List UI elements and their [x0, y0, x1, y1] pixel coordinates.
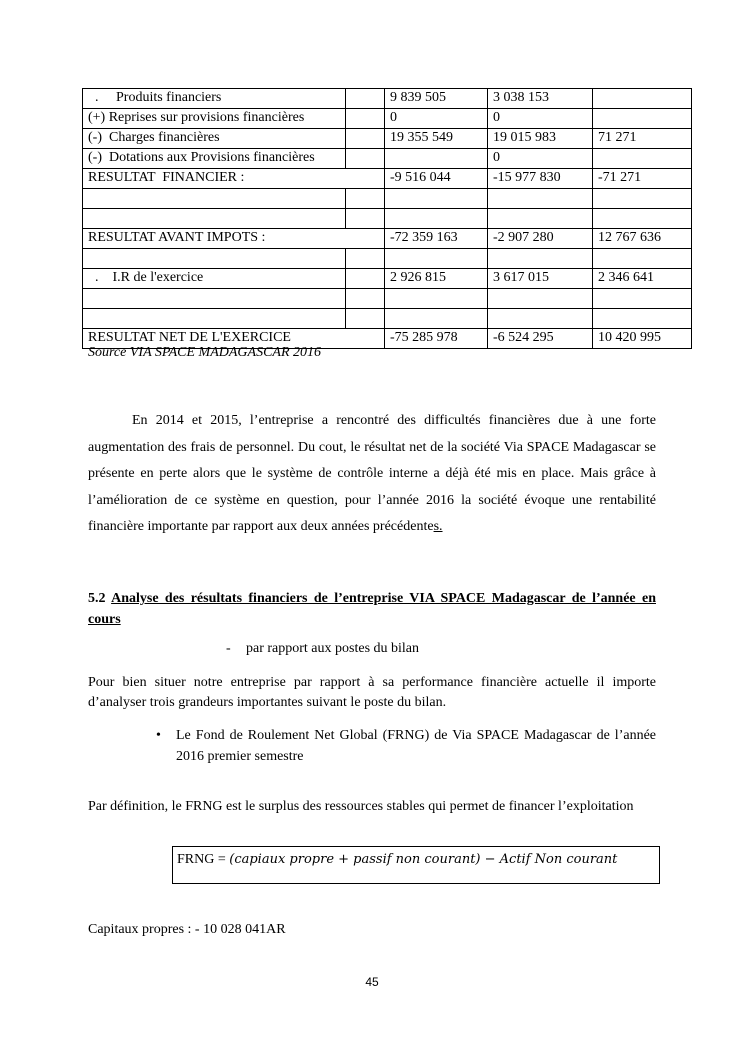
table-row	[83, 209, 692, 229]
section-heading-5-2	[88, 588, 656, 630]
table-cell-value	[346, 289, 385, 309]
frng-formula	[177, 852, 617, 868]
table-cell-value	[593, 89, 692, 109]
table-cell-value: 0	[488, 149, 593, 169]
bullet-item-frng	[156, 725, 656, 767]
table-cell-value	[593, 209, 692, 229]
table-cell-value	[385, 149, 488, 169]
table-row	[83, 109, 692, 129]
paragraph-performance: Pour bien situer notre entreprise par rapport à sa performance financière actuelle il importe d’analyser trois grandeurs importantes suivant le poste du bilan.	[88, 675, 656, 710]
dash-marker: -	[226, 641, 231, 656]
table-row	[83, 269, 692, 289]
table-cell-label	[83, 289, 346, 309]
table-cell-label: (+) Reprises sur provisions financières	[83, 109, 346, 129]
table-source-caption: Source VIA SPACE MADAGASCAR 2016	[88, 345, 322, 360]
table-cell-value: 71 271	[593, 129, 692, 149]
table-cell-value	[346, 109, 385, 129]
table-cell-value	[488, 189, 593, 209]
formula-rhs: (capiaux propre + passif non courant) − Actif Non courant	[229, 852, 618, 867]
table-row	[83, 89, 692, 109]
table-cell-label	[83, 209, 346, 229]
dash-list-item	[226, 641, 419, 657]
table-cell-value: 0	[488, 109, 593, 129]
financial-results-table	[82, 88, 692, 349]
paragraph-difficulties-text: En 2014 et 2015, l’entreprise a rencontré des difficultés financières due à une forte augmentation des frais de personnel. Du cout, le résultat net de la société Via SPACE Madagascar se présente en perte alors que le système de contrôle interne a déjà été mis en place. Mais grâce à l’amélioration de ce système en question, pour l’année 2016 la société évoque une rentabilité financière importante par rapport aux deux années précédente	[88, 413, 656, 534]
formula-lhs: FRNG =	[177, 852, 230, 867]
table-cell-label: RESULTAT FINANCIER :	[83, 169, 385, 189]
table-row	[83, 309, 692, 329]
table-cell-value	[593, 109, 692, 129]
table-cell-label	[83, 189, 346, 209]
table-cell-value	[593, 289, 692, 309]
section-number: 5.2	[88, 591, 112, 606]
table-cell-value: 19 015 983	[488, 129, 593, 149]
table-cell-label: . I.R de l'exercice	[83, 269, 346, 289]
table-cell-value: -2 907 280	[488, 229, 593, 249]
table-cell-value	[385, 289, 488, 309]
table-cell-value	[346, 269, 385, 289]
table-cell-label: RESULTAT NET DE L'EXERCICE	[83, 329, 385, 349]
table-cell-value	[346, 249, 385, 269]
table-cell-label: RESULTAT AVANT IMPOTS :	[83, 229, 385, 249]
table-cell-label: (-) Charges financières	[83, 129, 346, 149]
table-cell-value: 0	[385, 109, 488, 129]
table-cell-value	[346, 89, 385, 109]
table-cell-value: 2 926 815	[385, 269, 488, 289]
section-title: Analyse des résultats financiers de l’entreprise VIA SPACE Madagascar de l’année en cours	[88, 591, 656, 627]
table-row	[83, 249, 692, 269]
table-row	[83, 189, 692, 209]
table-cell-value: -71 271	[593, 169, 692, 189]
table-cell-value: 19 355 549	[385, 129, 488, 149]
table-cell-value	[346, 149, 385, 169]
table-cell-label	[83, 309, 346, 329]
table-cell-value	[385, 309, 488, 329]
paragraph-difficulties-tail: s.	[433, 519, 443, 534]
page-number: 45	[365, 975, 379, 989]
paragraph-difficulties	[88, 408, 656, 541]
table-row	[83, 289, 692, 309]
table-cell-value	[488, 309, 593, 329]
table-cell-value	[346, 129, 385, 149]
table-cell-value: 12 767 636	[593, 229, 692, 249]
table-cell-value: -15 977 830	[488, 169, 593, 189]
table-cell-value	[593, 249, 692, 269]
table-cell-value	[385, 189, 488, 209]
table-row	[83, 149, 692, 169]
formula-box	[172, 846, 660, 884]
table-cell-label	[83, 249, 346, 269]
table-cell-value: -6 524 295	[488, 329, 593, 349]
bullet-icon: •	[156, 728, 161, 743]
table-cell-value: -75 285 978	[385, 329, 488, 349]
table-cell-value	[346, 189, 385, 209]
table-cell-value	[385, 209, 488, 229]
table-cell-value	[385, 249, 488, 269]
table-cell-value	[346, 209, 385, 229]
table-cell-value	[488, 249, 593, 269]
table-row	[83, 129, 692, 149]
financial-results-table-body	[83, 89, 692, 349]
table-cell-value: 10 420 995	[593, 329, 692, 349]
table-cell-value: 3 617 015	[488, 269, 593, 289]
paragraph-definition: Par définition, le FRNG est le surplus des ressources stables qui permet de financer l’exploitation	[88, 799, 634, 814]
table-cell-value: 3 038 153	[488, 89, 593, 109]
table-cell-value: 9 839 505	[385, 89, 488, 109]
table-cell-label: (-) Dotations aux Provisions financières	[83, 149, 346, 169]
table-cell-value: -9 516 044	[385, 169, 488, 189]
table-cell-value: -72 359 163	[385, 229, 488, 249]
table-cell-value	[488, 289, 593, 309]
table-cell-value	[593, 189, 692, 209]
table-cell-value: 2 346 641	[593, 269, 692, 289]
table-row	[83, 169, 692, 189]
table-cell-value	[488, 209, 593, 229]
table-cell-label: . Produits financiers	[83, 89, 346, 109]
table-row	[83, 229, 692, 249]
table-cell-value	[593, 149, 692, 169]
dash-list-item-text: par rapport aux postes du bilan	[246, 641, 420, 656]
bullet-item-text: Le Fond de Roulement Net Global (FRNG) de Via SPACE Madagascar de l’année 2016 premier semestre	[176, 728, 656, 764]
table-cell-value	[593, 309, 692, 329]
capitaux-propres-line: Capitaux propres : - 10 028 041AR	[88, 922, 286, 937]
table-cell-value	[346, 309, 385, 329]
